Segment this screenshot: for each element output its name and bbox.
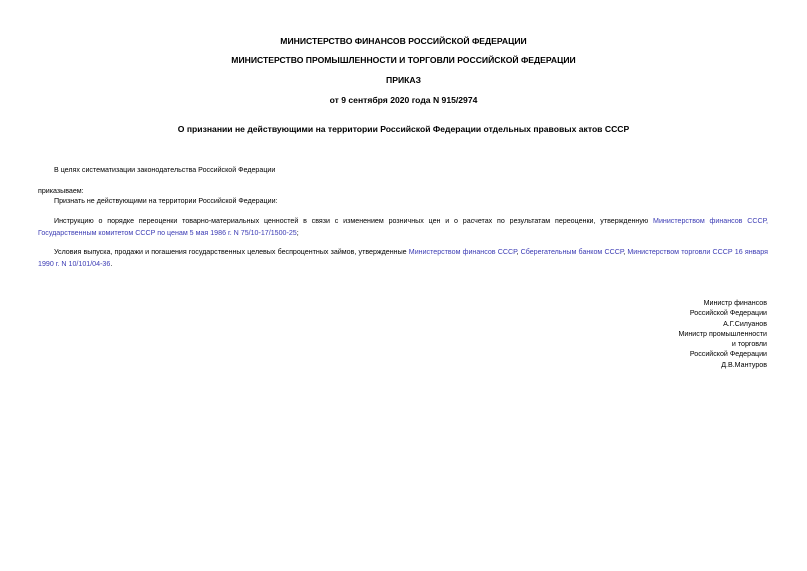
preamble-text: В целях систематизации законодательства Российской Федерации	[54, 166, 276, 174]
signature-line: Российской Федерации	[689, 350, 767, 359]
link-ministry-finance-ussr-2[interactable]: Министерством финансов СССР	[408, 248, 517, 256]
link-state-committee-prices[interactable]: Государственным комитетом СССР по ценам 5 мая 1986 г. N 75/10-17/1500-25	[38, 228, 297, 237]
link-ministry-trade-ussr[interactable]: Министерством торговли СССР 16 января 1990 г. N 10/101/04-36	[38, 248, 768, 268]
link-savings-bank-ussr[interactable]: Сберегательным банком СССР	[520, 248, 624, 256]
signature-line: Д.В.Мантуров	[721, 360, 767, 369]
signature-line: и торговли	[731, 340, 767, 349]
document-date-number: от 9 сентября 2020 года N 915/2974	[329, 95, 478, 105]
order-item-1-text: Инструкцию о порядке переоценки товарно-материальных ценностей в связи с изменением розничных цен и о расчетах по результатам переоценки, утвержденную	[54, 217, 654, 225]
signature-line: Министр финансов	[703, 299, 767, 307]
document-title: О признании не действующими на территории Российской Федерации отдельных правовых актов СССР	[177, 124, 630, 134]
order-item-1	[38, 216, 768, 239]
order-item-1-end: ;	[296, 228, 299, 237]
order-item-2-text: Условия выпуска, продажи и погашения государственных целевых беспроцентных займов, утвержденные	[54, 248, 409, 256]
link-ministry-finance-ussr[interactable]: Министерством финансов СССР,	[653, 217, 768, 225]
order-word: приказываем:	[38, 187, 84, 195]
recognize-text: Признать не действующими на территории Российской Федерации:	[54, 197, 278, 205]
signature-line: А.Г.Силуанов	[723, 319, 767, 328]
document-type: ПРИКАЗ	[386, 75, 421, 85]
ministry-finance-heading: МИНИСТЕРСТВО ФИНАНСОВ РОССИЙСКОЙ ФЕДЕРАЦИИ	[280, 36, 527, 46]
order-item-2-separator-2: ,	[623, 248, 628, 256]
order-item-2-end: .	[110, 259, 113, 268]
order-item-2-separator-1: ,	[516, 248, 521, 256]
signature-line: Российской Федерации	[689, 309, 767, 318]
ministry-industry-heading: МИНИСТЕРСТВО ПРОМЫШЛЕННОСТИ И ТОРГОВЛИ РОССИЙСКОЙ ФЕДЕРАЦИИ	[231, 55, 576, 65]
order-item-2	[38, 247, 768, 270]
signature-line: Министр промышленности	[678, 329, 767, 338]
signature-block	[679, 298, 768, 370]
